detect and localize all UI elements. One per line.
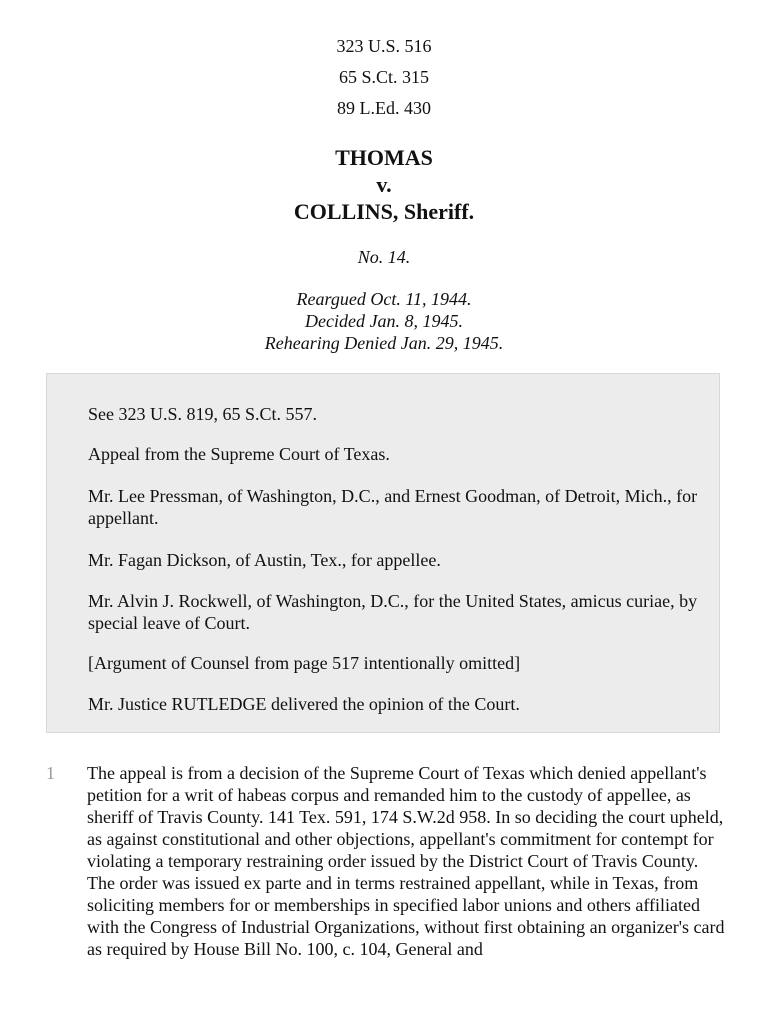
- versus-label: v.: [376, 172, 392, 197]
- rehearing-date: Rehearing Denied Jan. 29, 1945.: [264, 333, 504, 353]
- opinion-paragraph: The appeal is from a decision of the Supreme Court of Texas which denied appellant's petition for a writ of habeas corpus and remanded him to the custody of appellee, as sheriff of Travis County. 141 Tex. 591, 174 S.W.2d 958. In so deciding the court upheld, as against constitutional and other objections, appellant's commitment for contempt for violating a temporary restraining order issued by the District Court of Travis County. The order was issued ex parte and in terms restrained appellant, while in Texas, from soliciting members for or memberships in specified labor unions and others affiliated with the Congress of Industrial Organizations, without first obtaining an organizer's card as required by House Bill No. 100, c. 104, General and: [87, 763, 725, 959]
- opinion-author-line: Mr. Justice RUTLEDGE delivered the opinion of the Court.: [88, 694, 520, 714]
- decided-date: Decided Jan. 8, 1945.: [305, 311, 463, 331]
- syllabus-box: [46, 373, 720, 733]
- citation-block: [0, 34, 768, 127]
- related-citation: See 323 U.S. 819, 65 S.Ct. 557.: [88, 404, 318, 424]
- omission-note: [Argument of Counsel from page 517 intentionally omitted]: [88, 653, 521, 673]
- reargued-date: Reargued Oct. 11, 1944.: [296, 289, 472, 309]
- appellee-name: COLLINS, Sheriff.: [293, 199, 475, 224]
- lawyers-edition-citation: 89 L.Ed. 430: [337, 98, 431, 118]
- supreme-court-reporter-citation: 65 S.Ct. 315: [338, 67, 430, 87]
- appeal-origin: Appeal from the Supreme Court of Texas.: [88, 444, 390, 464]
- case-title: [0, 144, 768, 225]
- docket-number: No. 14.: [357, 247, 411, 267]
- appellant-name: THOMAS: [335, 145, 433, 170]
- counsel-amicus: Mr. Alvin J. Rockwell, of Washington, D.C., for the United States, amicus curiae, by special leave of Court.: [88, 591, 698, 633]
- us-reports-citation: 323 U.S. 516: [336, 36, 432, 56]
- counsel-appellant: Mr. Lee Pressman, of Washington, D.C., and Ernest Goodman, of Detroit, Mich., for appellant.: [88, 486, 698, 528]
- counsel-appellee: Mr. Fagan Dickson, of Austin, Tex., for appellee.: [88, 550, 441, 570]
- case-dates: [0, 288, 768, 354]
- paragraph-number: 1: [46, 763, 55, 783]
